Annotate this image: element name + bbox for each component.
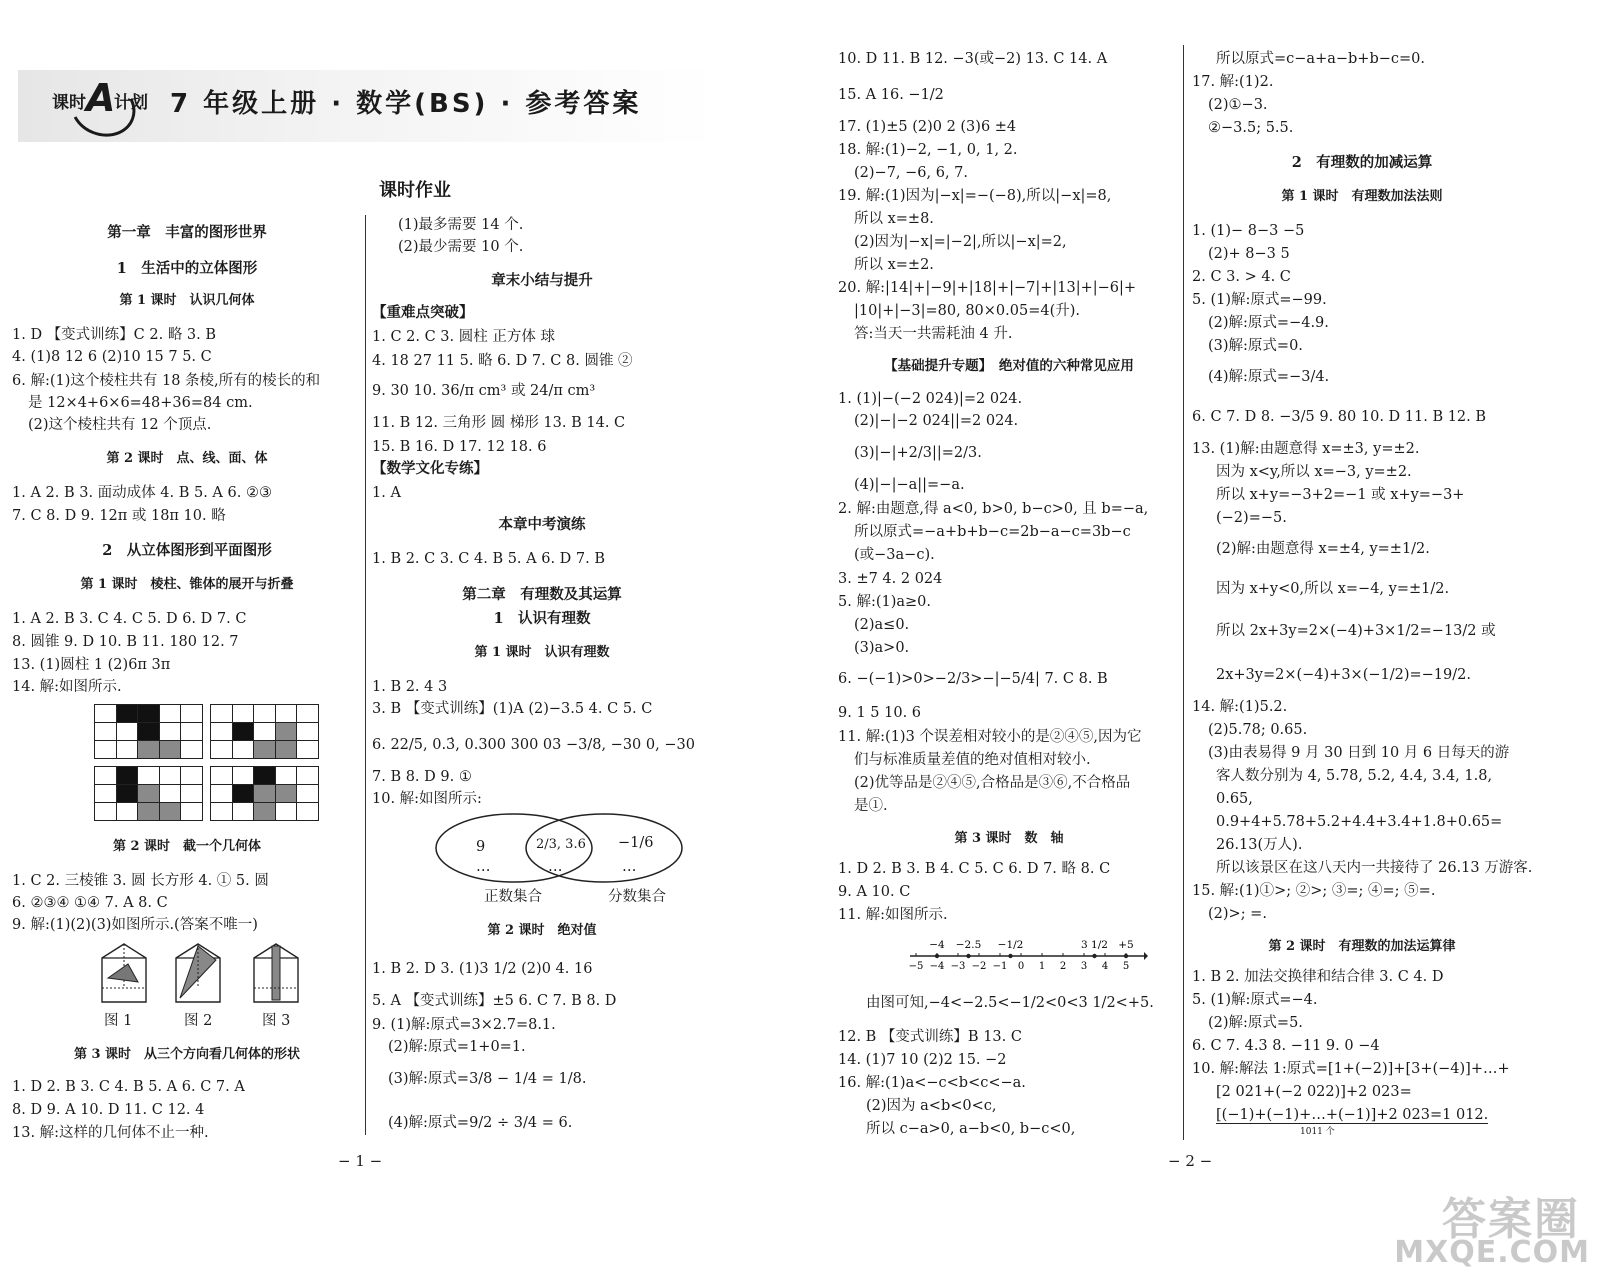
answer-line: 6. C 7. D 8. −3/5 9. 80 10. D 11. B 12. B <box>1192 409 1487 425</box>
number-line-point-label: +5 <box>1118 939 1134 951</box>
number-line-tick-label: −2 <box>971 961 987 972</box>
unfolding-grid-1 <box>94 704 202 758</box>
grid-cell <box>159 722 182 741</box>
grid-cell <box>253 802 276 821</box>
answer-line: 0.65, <box>1216 791 1253 807</box>
answer-line: 3. ±7 4. 2 024 <box>838 571 943 587</box>
number-line-point-label: −4 <box>929 939 945 951</box>
grid-cell <box>275 766 298 785</box>
chapter-heading: 第一章 丰富的图形世界 <box>107 224 267 241</box>
grid-cell <box>116 784 139 803</box>
answer-line: 1. C 2. 三棱锥 3. 圆 长方形 4. ① 5. 圆 <box>12 873 269 889</box>
answer-line: 1. A 2. B 3. 面动成体 4. B 5. A 6. ②③ <box>12 485 272 501</box>
answer-line: 17. 解:(1)2. <box>1192 74 1274 90</box>
answer-line: 9. 1 5 10. 6 <box>838 705 922 721</box>
number-line-tick-label: 2 <box>1059 961 1067 972</box>
answer-line: 1. C 2. C 3. 圆柱 正方体 球 <box>372 329 555 345</box>
watermark-line-1: 答案圈 <box>1442 1194 1580 1245</box>
grid-cell <box>210 740 233 759</box>
venn-label-positive: 正数集合 <box>484 889 542 905</box>
grid-cell <box>116 722 139 741</box>
grid-cell <box>94 704 117 723</box>
grid-cell <box>159 704 182 723</box>
grid-cell <box>232 722 255 741</box>
grid-cell <box>232 704 255 723</box>
grid-cell <box>180 722 203 741</box>
grid-cell <box>137 766 160 785</box>
answer-line: 所以 x=±2. <box>854 257 934 273</box>
grid-cell <box>232 740 255 759</box>
answer-line: 8. D 9. A 10. D 11. C 12. 4 <box>12 1102 205 1118</box>
answer-line: 0.9+4+5.78+5.2+4.4+3.4+1.8+0.65= <box>1216 814 1503 830</box>
grid-cell <box>137 704 160 723</box>
figure-caption-1: 图 1 <box>104 1013 133 1029</box>
grid-cell <box>137 802 160 821</box>
section-heading: 2 有理数的加减运算 <box>1291 154 1433 171</box>
answer-line: (−2)=−5. <box>1216 510 1287 526</box>
grid-cell <box>275 802 298 821</box>
answer-line: (2)|−|−2 024||=2 024. <box>854 413 1019 429</box>
column-divider-right <box>1183 45 1184 1140</box>
answer-line: (2)解:原式=1+0=1. <box>388 1039 526 1055</box>
answer-line: 13. (1)解:由题意得 x=±3, y=±2. <box>1192 441 1420 457</box>
grid-cell <box>116 704 139 723</box>
answer-line: 26.13(万人). <box>1216 837 1303 853</box>
watermark <box>1394 1183 1590 1273</box>
answer-line: 5. (1)解:原式=−4. <box>1192 992 1318 1008</box>
unfolding-grid-4 <box>210 766 318 820</box>
number-line-point-label: −1/2 <box>997 939 1024 951</box>
grid-cell <box>296 740 319 759</box>
answer-line: 5. (1)解:原式=−99. <box>1192 292 1327 308</box>
grid-cell <box>210 722 233 741</box>
grid-cell <box>210 704 233 723</box>
answer-line: (3)解:原式=3/8 − 1/4 = 1/8. <box>388 1071 587 1087</box>
number-line-point <box>1008 954 1012 958</box>
subsection-heading: 【数学文化专练】 <box>372 460 488 477</box>
section-heading: 1 生活中的立体图形 <box>116 260 258 277</box>
answer-line: (2)+ 8−3 5 <box>1208 246 1290 262</box>
venn-left-value: 9 <box>476 839 486 855</box>
logo-a: A <box>86 76 116 120</box>
number-line-tick-label: −4 <box>929 961 945 972</box>
answer-line: 1. B 2. C 3. C 4. B 5. A 6. D 7. B <box>372 551 606 567</box>
answer-line: (2)①−3. <box>1208 97 1268 113</box>
answer-line: 9. 解:(1)(2)(3)如图所示.(答案不唯一) <box>12 917 258 933</box>
grid-cell <box>180 740 203 759</box>
grid-cell <box>116 740 139 759</box>
page-number-right: − 2 − <box>1168 1152 1213 1170</box>
answer-line: 12. B 【变式训练】B 13. C <box>838 1029 1022 1045</box>
answer-line: 1. D 2. B 3. B 4. C 5. C 6. D 7. 略 8. C <box>838 861 1111 877</box>
grid-cell <box>275 722 298 741</box>
number-line-tick-label: 1 <box>1038 961 1046 972</box>
answer-line: (2)最少需要 10 个. <box>398 239 524 255</box>
answer-line: 1. B 2. 4 3 <box>372 679 448 695</box>
answer-line: 10. D 11. B 12. −3(或−2) 13. C 14. A <box>838 51 1108 67</box>
answer-line: 所以原式=−a+b+b−c=2b−a−c=3b−c <box>854 524 1131 540</box>
answer-line: (2)>; =. <box>1208 906 1267 922</box>
answer-line: (2)因为|−x|=|−2|,所以|−x|=2, <box>854 234 1067 250</box>
subsection-heading: 【重难点突破】 <box>372 304 474 321</box>
grid-cell <box>253 766 276 785</box>
unfolding-grid-2 <box>210 704 318 758</box>
grid-cell <box>94 766 117 785</box>
answer-line: 们与标准质量差值的绝对值相对较小. <box>854 752 1091 768</box>
answer-line: 因为 x+y<0,所以 x=−4, y=±1/2. <box>1216 581 1450 597</box>
number-line-tick-label: 3 <box>1080 961 1088 972</box>
answer-line: 所以 x=±8. <box>854 211 934 227</box>
answer-line: (2)因为 a<b<0<c, <box>866 1098 997 1114</box>
answer-line: (3)a>0. <box>854 640 910 656</box>
answer-line: (2)解:原式=−4.9. <box>1208 315 1329 331</box>
lesson-heading: 第 1 课时 有理数加法法则 <box>1281 189 1443 204</box>
answer-line: 所以 2x+3y=2×(−4)+3×1/2=−13/2 或 <box>1216 623 1496 639</box>
answer-line: 是 12×4+6×6=48+36=84 cm. <box>28 395 253 411</box>
answer-line: 7. B 8. D 9. ① <box>372 769 472 785</box>
answer-line: 1. B 2. 加法交换律和结合律 3. C 4. D <box>1192 969 1444 985</box>
answer-line: 20. 解:|14|+|−9|+|18|+|−7|+|13|+|−6|+ <box>838 280 1137 296</box>
grid-cell <box>116 766 139 785</box>
number-line-point <box>1092 954 1096 958</box>
grid-cell <box>180 802 203 821</box>
venn-mid-values: 2/3, 3.6 <box>536 837 586 852</box>
answer-line: 所以 c−a>0, a−b<0, b−c<0, <box>866 1121 1076 1137</box>
grid-cell <box>253 740 276 759</box>
answer-line: 6. 解:(1)这个棱柱共有 18 条棱,所有的棱长的和 <box>12 373 321 389</box>
venn-label-fraction: 分数集合 <box>608 889 666 905</box>
number-line-point-label: 3 1/2 <box>1081 939 1108 951</box>
brace-note: 1011 个 <box>1300 1127 1335 1137</box>
lesson-heading: 第 1 课时 认识几何体 <box>119 293 255 308</box>
answer-line: 18. 解:(1)−2, −1, 0, 1, 2. <box>838 142 1018 158</box>
answer-line: 6. ②③④ ①④ 7. A 8. C <box>12 895 168 911</box>
answer-line: [2 021+(−2 022)]+2 023= <box>1216 1084 1412 1100</box>
grid-cell <box>159 802 182 821</box>
answer-line: 9. 30 10. 36/π cm³ 或 24/π cm³ <box>372 383 596 399</box>
section-heading: 章末小结与提升 <box>491 272 593 289</box>
answer-line: (2)5.78; 0.65. <box>1208 722 1308 738</box>
grid-cell <box>210 766 233 785</box>
grid-cell <box>232 802 255 821</box>
answer-line: (3)由表易得 9 月 30 日到 10 月 6 日每天的游 <box>1208 745 1510 761</box>
figure-caption-3: 图 3 <box>262 1013 291 1029</box>
section-heading: 1 认识有理数 <box>493 610 591 627</box>
answer-line: 9. A 10. C <box>838 884 911 900</box>
answer-line: 14. (1)7 10 (2)2 15. −2 <box>838 1052 1007 1068</box>
grid-cell <box>159 784 182 803</box>
answer-line: 15. B 16. D 17. 12 18. 6 <box>372 439 547 455</box>
answer-line: 1. (1)|−(−2 024)|=2 024. <box>838 391 1023 407</box>
number-line-point <box>935 954 939 958</box>
answer-line: 7. C 8. D 9. 12π 或 18π 10. 略 <box>12 508 226 524</box>
answer-line: 客人数分别为 4, 5.78, 5.2, 4.4, 3.4, 1.8, <box>1216 768 1493 784</box>
answer-line: |10|+|−3|=80, 80×0.05=4(升). <box>854 303 1081 319</box>
page-title: 7 年级上册 · 数学(BS) · 参考答案 <box>170 89 642 119</box>
grid-cell <box>94 740 117 759</box>
chapter-heading: 第二章 有理数及其运算 <box>462 586 622 603</box>
grid-cell <box>296 802 319 821</box>
answer-line: (3)解:原式=0. <box>1208 338 1303 354</box>
answer-line: 所以 x+y=−3+2=−1 或 x+y=−3+ <box>1216 487 1465 503</box>
grid-cell <box>180 704 203 723</box>
number-line-tick-label: 4 <box>1101 961 1109 972</box>
answer-line: (2)解:由题意得 x=±4, y=±1/2. <box>1216 541 1430 557</box>
grid-cell <box>232 766 255 785</box>
lesson-heading: 第 3 课时 数 轴 <box>954 831 1064 846</box>
answer-line: 2. 解:由题意,得 a<0, b>0, b−c>0, 且 b=−a, <box>838 501 1149 517</box>
grid-cell <box>116 802 139 821</box>
answer-line: 8. 圆锥 9. D 10. B 11. 180 12. 7 <box>12 634 239 650</box>
number-line-point-label: −2.5 <box>955 939 982 951</box>
answer-line: (4)解:原式=−3/4. <box>1208 369 1330 385</box>
logo <box>52 78 150 132</box>
answer-line: (3)|−|+2/3||=2/3. <box>854 445 982 461</box>
venn-right-value: −1/6 <box>618 835 654 851</box>
answer-line: 4. (1)8 12 6 (2)10 15 7 5. C <box>12 349 212 365</box>
number-line-tick-label: 0 <box>1017 961 1025 972</box>
lesson-heading: 第 3 课时 从三个方向看几何体的形状 <box>73 1047 301 1062</box>
lesson-heading: 第 2 课时 截一个几何体 <box>112 839 262 854</box>
answer-line: 13. (1)圆柱 1 (2)6π 3π <box>12 657 171 673</box>
grid-cell <box>94 784 117 803</box>
logo-right-text: 计划 <box>114 93 148 113</box>
number-line-tick-label: −3 <box>950 961 966 972</box>
number-line-point <box>966 954 970 958</box>
grid-cell <box>159 766 182 785</box>
watermark-line-2: MXQE.COM <box>1394 1235 1590 1270</box>
unfolding-grid-3 <box>94 766 202 820</box>
venn-dots: … <box>548 859 563 875</box>
grid-cell <box>232 784 255 803</box>
grid-cell <box>210 784 233 803</box>
page-number-left: − 1 − <box>338 1152 383 1170</box>
subsection-heading: 【基础提升专题】 绝对值的六种常见应用 <box>884 358 1134 374</box>
venn-dots: … <box>622 859 637 875</box>
grid-cell <box>253 722 276 741</box>
answer-line: 所以该景区在这八天内一共接待了 26.13 万游客. <box>1216 860 1533 876</box>
answer-line: 10. 解:解法 1:原式=[1+(−2)]+[3+(−4)]+…+ <box>1192 1061 1510 1077</box>
answer-line: (或−3a−c). <box>854 547 935 563</box>
answer-line: 1. B 2. D 3. (1)3 1/2 (2)0 4. 16 <box>372 961 593 977</box>
answer-line: 因为 x<y,所以 x=−3, y=±2. <box>1216 464 1412 480</box>
answer-line: 5. 解:(1)a≥0. <box>838 594 931 610</box>
grid-cell <box>94 722 117 741</box>
lesson-heading: 第 2 课时 绝对值 <box>487 923 597 938</box>
answer-line: 5. A 【变式训练】±5 6. C 7. B 8. D <box>372 993 617 1009</box>
answer-line: 11. B 12. 三角形 圆 梯形 13. B 14. C <box>372 415 626 431</box>
grid-cell <box>180 784 203 803</box>
answer-line: 17. (1)±5 (2)0 2 (3)6 ±4 <box>838 119 1017 135</box>
grid-cell <box>275 704 298 723</box>
answer-line: (2)解:原式=5. <box>1208 1015 1303 1031</box>
lesson-heading: 第 2 课时 点、线、面、体 <box>106 451 268 466</box>
answer-line: 2x+3y=2×(−4)+3×(−1/2)=−19/2. <box>1216 667 1471 683</box>
answer-line: (4)|−|−a||=−a. <box>854 477 965 493</box>
grid-cell <box>296 766 319 785</box>
answer-line: ②−3.5; 5.5. <box>1208 120 1294 136</box>
figure-caption-2: 图 2 <box>184 1013 213 1029</box>
answer-line: 15. 解:(1)①>; ②>; ③=; ④=; ⑤=. <box>1192 883 1436 899</box>
section-heading: 2 从立体图形到平面图形 <box>102 542 272 559</box>
answer-line: 1. (1)− 8−3 −5 <box>1192 223 1305 239</box>
prism-figure-1 <box>98 938 150 1006</box>
answer-line: 6. 22/5, 0.3̇, 0.300 300 03 −3/8, −30 0, −30 <box>372 737 695 753</box>
lesson-heading: 第 2 课时 有理数的加法运算律 <box>1268 939 1456 954</box>
number-line-tick-label: −5 <box>908 961 924 972</box>
answer-line: 4. 18 27 11 5. 略 6. D 7. C 8. 圆锥 ② <box>372 353 633 369</box>
grid-cell <box>137 740 160 759</box>
grid-cell <box>296 704 319 723</box>
number-line-tick-label: 5 <box>1122 961 1130 972</box>
grid-cell <box>253 784 276 803</box>
grid-cell <box>210 802 233 821</box>
answer-line: 2. C 3. > 4. C <box>1192 269 1291 285</box>
grid-cell <box>159 740 182 759</box>
grid-cell <box>94 802 117 821</box>
section-heading: 本章中考演练 <box>498 516 586 533</box>
grid-cell <box>180 766 203 785</box>
answer-line: 11. 解:(1)3 个误差相对较小的是②④⑤,因为它 <box>838 729 1142 745</box>
answer-line: 是①. <box>854 798 888 814</box>
answer-line: 1. D 【变式训练】C 2. 略 3. B <box>12 327 217 343</box>
grid-cell <box>275 784 298 803</box>
answer-line: 1. A <box>372 485 401 501</box>
grid-cell <box>137 722 160 741</box>
column-divider-left <box>365 215 366 1135</box>
answer-line: (2)−7, −6, 6, 7. <box>854 165 969 181</box>
grid-cell <box>296 722 319 741</box>
answer-line: 13. 解:这样的几何体不止一种. <box>12 1125 209 1141</box>
answer-line: (2)这个棱柱共有 12 个顶点. <box>28 417 212 433</box>
grid-cell <box>275 740 298 759</box>
answer-line: 11. 解:如图所示. <box>838 907 948 923</box>
answer-line: (4)解:原式=9/2 ÷ 3/4 = 6. <box>388 1115 573 1131</box>
answer-line: 6. C 7. 4.3 8. −11 9. 0 −4 <box>1192 1038 1380 1054</box>
answer-line: 16. 解:(1)a<−c<b<c<−a. <box>838 1075 1026 1091</box>
logo-left-text: 课时 <box>52 93 86 113</box>
answer-line: (1)最多需要 14 个. <box>398 217 524 233</box>
lesson-heading: 第 1 课时 棱柱、锥体的展开与折叠 <box>80 577 294 592</box>
prism-figure-2 <box>172 938 224 1006</box>
venn-dots: … <box>476 859 491 875</box>
answer-line: 10. 解:如图所示: <box>372 791 482 807</box>
answer-line: 19. 解:(1)因为|−x|=−(−8),所以|−x|=8, <box>838 188 1112 204</box>
grid-cell <box>253 704 276 723</box>
answer-line: 6. −(−1)>0>−2/3>−|−5/4| 7. C 8. B <box>838 671 1108 687</box>
section-title: 课时作业 <box>379 180 451 201</box>
number-line <box>908 930 1148 982</box>
number-line-tick-label: −1 <box>992 961 1008 972</box>
answer-line: 15. A 16. −1/2 <box>838 87 944 103</box>
answer-line: [(−1)+(−1)+…+(−1)]+2 023=1 012. <box>1216 1107 1489 1123</box>
prism-figure-3 <box>250 938 302 1006</box>
answer-line: 由图可知,−4<−2.5<−1/2<0<3 1/2<+5. <box>866 995 1154 1011</box>
answer-line: 1. D 2. B 3. C 4. B 5. A 6. C 7. A <box>12 1079 245 1095</box>
answer-line: 14. 解:(1)5.2. <box>1192 699 1288 715</box>
number-line-point <box>1124 954 1128 958</box>
answer-line: 9. (1)解:原式=3×2.7=8.1. <box>372 1017 556 1033</box>
answer-line: (2)优等品是②④⑤,合格品是③⑥,不合格品 <box>854 775 1131 791</box>
answer-line: 14. 解:如图所示. <box>12 679 122 695</box>
grid-cell <box>137 784 160 803</box>
answer-line: 3. B 【变式训练】(1)A (2)−3.5 4. C 5. C <box>372 701 653 717</box>
number-line-arrow <box>1144 952 1148 960</box>
answer-line: 所以原式=c−a+a−b+b−c=0. <box>1216 51 1425 67</box>
grid-cell <box>296 784 319 803</box>
answer-line: 答:当天一共需耗油 4 升. <box>854 326 1013 342</box>
lesson-heading: 第 1 课时 认识有理数 <box>474 645 610 660</box>
answer-line: (2)a≤0. <box>854 617 910 633</box>
answer-line: 1. A 2. B 3. C 4. C 5. D 6. D 7. C <box>12 611 247 627</box>
